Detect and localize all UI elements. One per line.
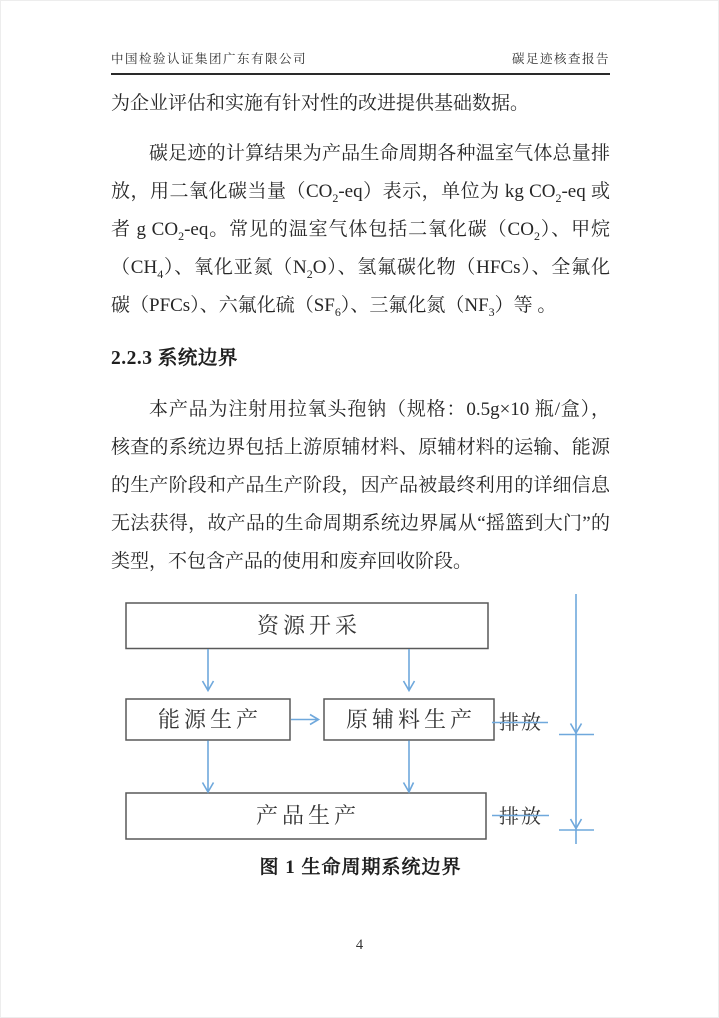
arrow-resource-to-energy-icon (203, 649, 214, 691)
paragraph-carbon-footprint-definition: 碳足迹的计算结果为产品生命周期各种温室气体总量排放，用二氧化碳当量$(CO_2-eq)$表示，单位为 kg $CO_2-eq$ 或者 g $CO_2-eq$。常见的温室气体包括二氧化碳$(CO_2)$、甲烷$(CH_4)$、氧化亚氮$(N_2O)$、氢氟碳化物（HFCs）、全氟化碳（PFCs）、六氟化硫$(SF_6)$、三氟化氮$(NF_3)$等 。 (111, 143, 611, 319)
arrow-resource-to-rawmaterial-icon (404, 649, 415, 691)
section-heading-2-2-3: 2.2.3 系统边界 (111, 348, 238, 369)
label-emission-2: 排放 (499, 806, 543, 828)
arrow-rawmaterial-to-product-icon (404, 741, 414, 793)
paragraph-system-boundary: 本产品为注射用拉氧头孢钠（规格：0.5g×10 瓶/盒），核查的系统边界包括上游原辅材料、原辅材料的运输、能源的生产阶段和产品生产阶段，因产品被最终利用的详细信息无法获得，故产品的生命周期系统边界属从“摇篮到大门”的类型，不包含产品的使用和废弃回收阶段。 (111, 399, 610, 572)
arrow-energy-to-rawmaterial-icon (291, 715, 319, 725)
page-number: 4 (355, 937, 364, 953)
figure-caption: 图 1 生命周期系统边界 (259, 857, 462, 878)
arrow-energy-to-product-icon (203, 741, 214, 793)
label-energy-production: 能源生产 (157, 707, 263, 732)
header-company-name: 中国检验认证集团广东有限公司 (111, 52, 308, 66)
page-header (111, 49, 610, 75)
paragraph-intro-continuation: 为企业评估和实施有针对性的改进提供基础数据。 (111, 93, 530, 114)
lifecycle-boundary-figure (111, 589, 611, 849)
label-resource-extraction: 资源开采 (256, 613, 362, 638)
header-report-title: 碳足迹核查报告 (511, 52, 610, 66)
label-emission-1: 排放 (499, 712, 543, 734)
label-raw-material-production: 原辅料生产 (345, 707, 477, 732)
lifecycle-diagram-canvas (111, 589, 611, 849)
label-product-production: 产品生产 (255, 803, 361, 828)
